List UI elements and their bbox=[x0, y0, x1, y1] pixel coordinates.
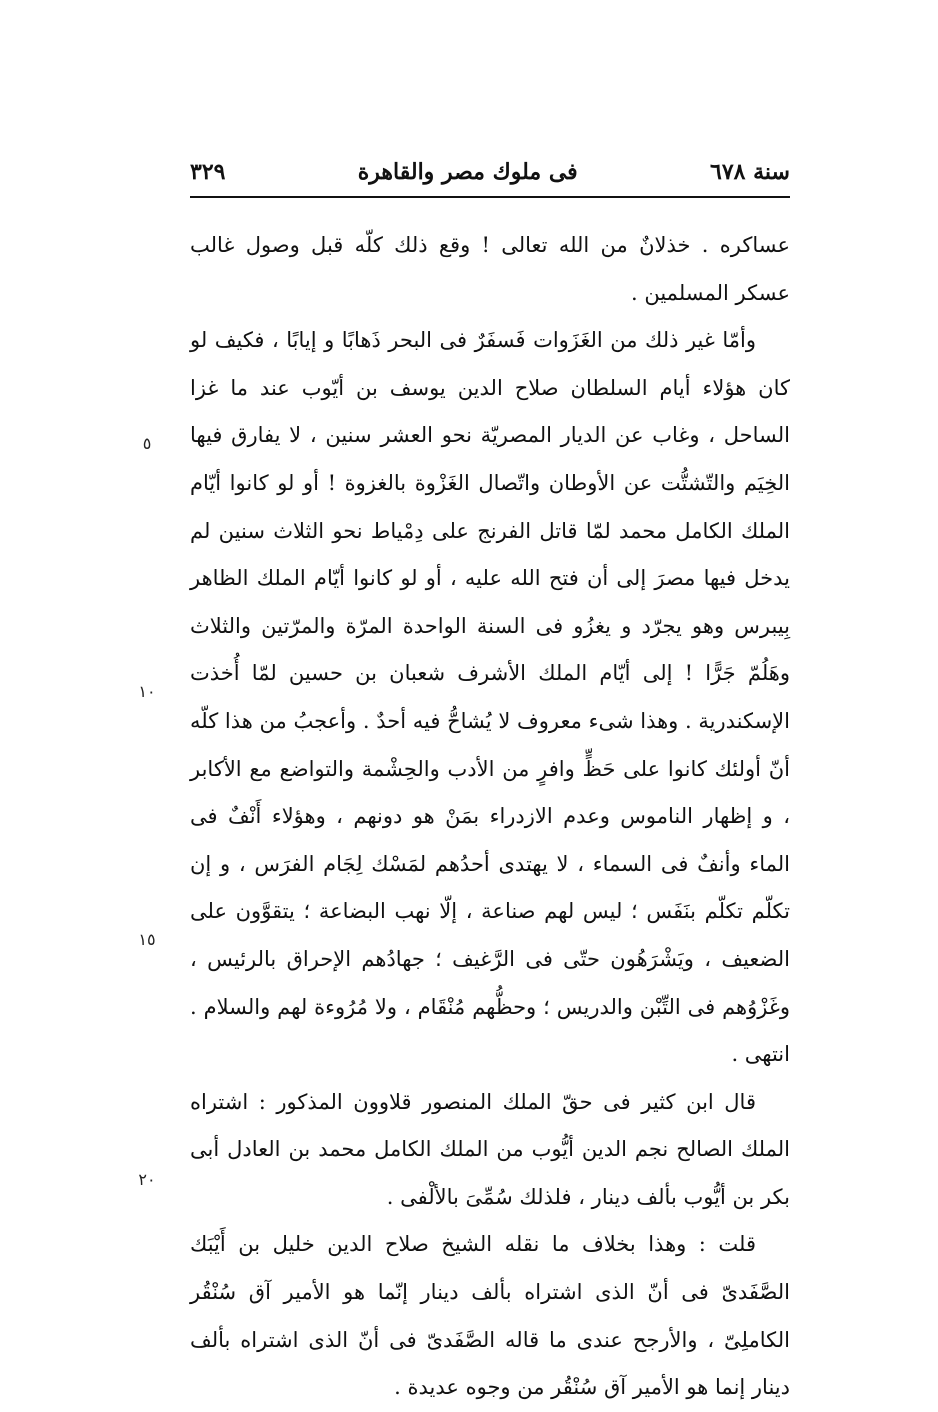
header-year: سنة ٦٧٨ bbox=[710, 159, 790, 185]
line-number-5: ٥ bbox=[142, 434, 152, 453]
page-number: ٣٢٩ bbox=[190, 159, 226, 185]
header-rule bbox=[190, 196, 790, 198]
running-header bbox=[190, 152, 790, 192]
line-number-15: ١٥ bbox=[138, 930, 156, 949]
line-number-10: ١٠ bbox=[138, 682, 156, 701]
paragraph-3: قال ابن كثير فى حقّ الملك المنصور قلاوون المذكور : اشتراه الملك الصالح نجم الدين أيُّوب من الملك الكامل محمد بن العادل أبى بكر بن أيُّوب بألف دينار ، فلذلك سُمِّىَ بالألْفى . bbox=[190, 1089, 790, 1209]
body-text bbox=[190, 222, 790, 1412]
header-title: فى ملوك مصر والقاهرة bbox=[357, 159, 578, 185]
paragraph-1: عساكره . خذلانٌ من الله تعالى ! وقع ذلك كلّه قبل وصول غالب عسكر المسلمين . bbox=[190, 233, 790, 305]
line-number-20: ٢٠ bbox=[138, 1170, 156, 1189]
paragraph-4: قلت : وهذا بخلاف ما نقله الشيخ صلاح الدين خليل بن أَيْبَك الصَّفَدىّ فى أنّ الذى اشتراه بألف دينار إنّما هو الأمير آق سُنْقُر الكاملِىّ ، والأرجح عندى ما قاله الصَّفَدىّ فى أنّ الذى اشتراه بألف دينار إنما هو الأمير آق سُنْقُر من وجوه عديدة . bbox=[190, 1232, 790, 1400]
paragraph-2: وأمّا غير ذلك من الغَزَوات فَسفَرٌ فى البحر ذَهابًا و إيابًا ، فكيف لو كان هؤلاء أيام السلطان صلاح الدين يوسف بن أيّوب عند ما غزا الساحل ، وغاب عن الديار المصريّة نحو العشر سنين ، لا يفارق فيها الخِيَم والتّشتُّت عن الأوطان واتّصال الغَزْوة بالغزوة ! أو لو كانوا أيّام الملك الكامل محمد لمّا قاتل الفرنج على دِمْياط نحو الثلاث سنين لم يدخل فيها مصرَ إلى أن فتح الله عليه ، أو لو كانوا أيّام الملك الظاهر بِيبرس وهو يجرّد و يغزُو فى السنة الواحدة المرّة والمرّتين والثلاث وهَلُمّ جَرًّا ! إلى أيّام الملك الأشرف شعبان بن حسين لمّا أُخذت الإسكندرية . وهذا شىء معروف لا يُشاحُّ فيه أحدٌ . وأعجبُ من هذا كلّه أنّ أولئك كانوا على حَظٍّ وافرٍ من الأدب والحِشْمة والتواضع مع الأكابر ، و إظهار الناموس وعدم الازدراء بمَنْ هو دونهم ، وهؤلاء أَنْفٌ فى الماء وأنفٌ فى السماء ، لا يهتدى أحدُهم لمَسْك لِجَام الفرَس ، و إن تكلّم تكلّم بنَفَس ؛ ليس لهم صناعة ، إلّا نهب البضاعة ؛ يتقوَّون على الضعيف ، ويَشْرَهُون حتّى فى الرَّغيف ؛ جهادُهم الإحراق بالرئيس ، وغَزْوُهم فى التِّبْن والدريس ؛ وحظُّهم مُنْقَام ، ولا مُرُوءة لهم والسلام . انتهى . bbox=[190, 328, 790, 1067]
